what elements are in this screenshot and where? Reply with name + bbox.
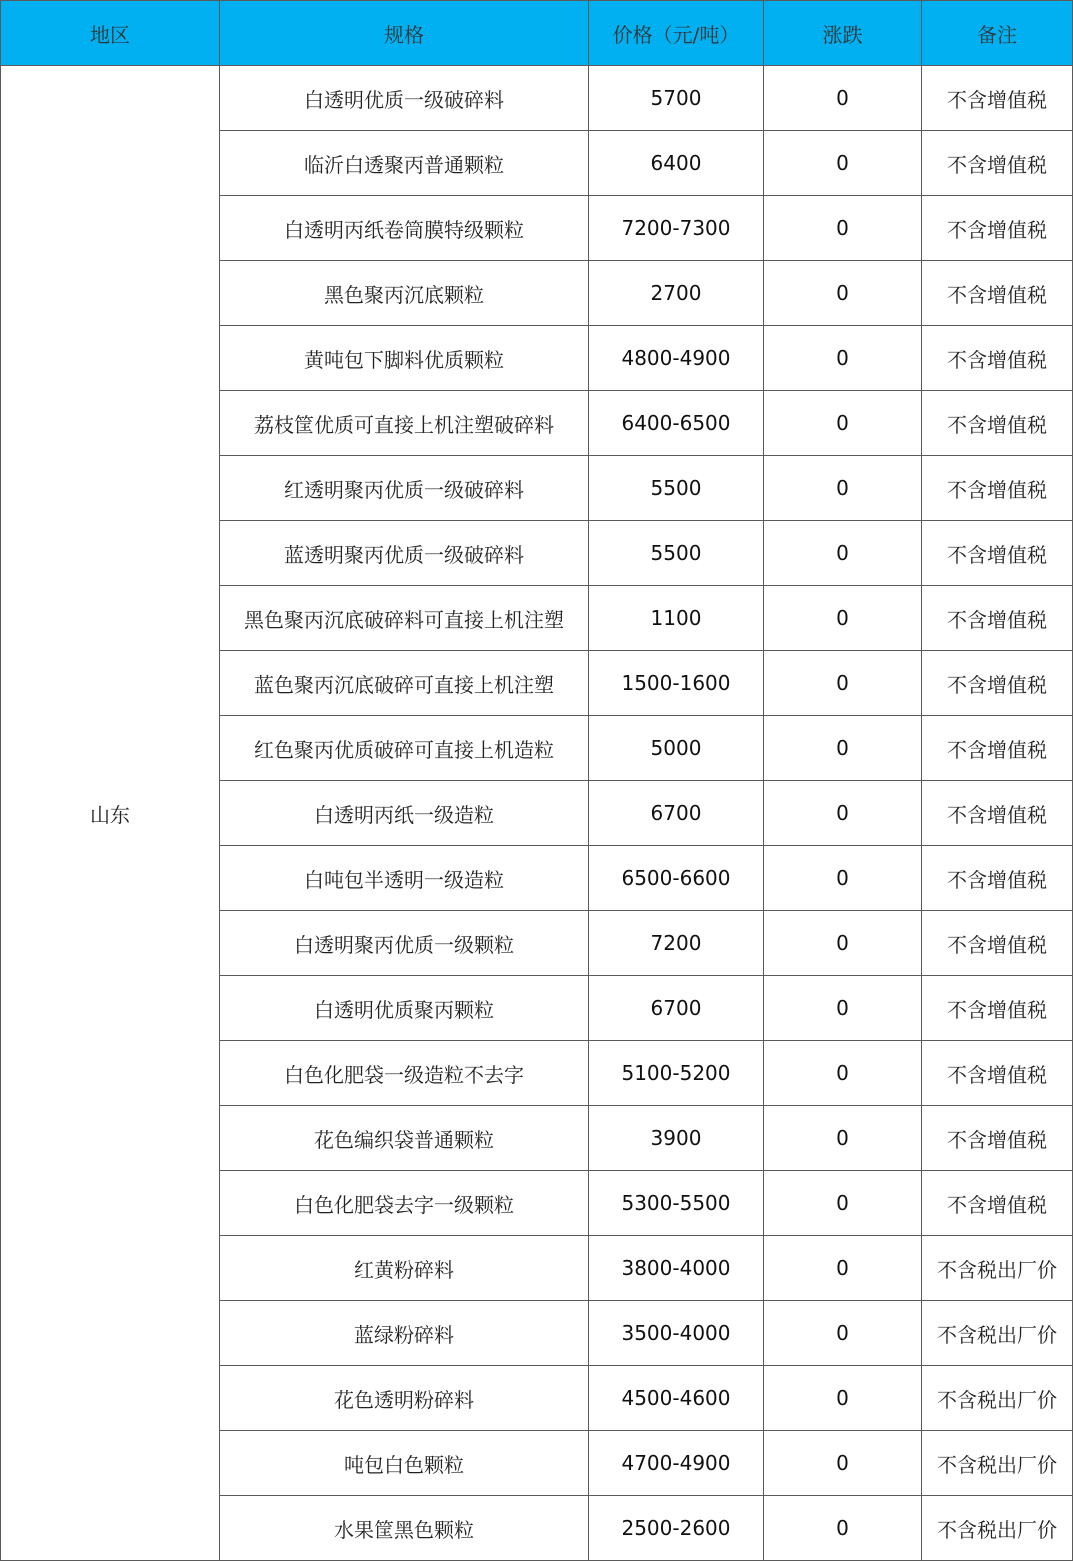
spec-cell: 花色编织袋普通颗粒	[220, 1106, 589, 1171]
price-cell: 4500-4600	[589, 1366, 764, 1431]
price-cell: 7200-7300	[589, 196, 764, 261]
spec-cell: 蓝色聚丙沉底破碎可直接上机注塑	[220, 651, 589, 716]
spec-cell: 白透明丙纸一级造粒	[220, 781, 589, 846]
change-cell: 0	[764, 521, 922, 586]
change-cell: 0	[764, 131, 922, 196]
change-cell: 0	[764, 1041, 922, 1106]
spec-cell: 黑色聚丙沉底颗粒	[220, 261, 589, 326]
price-cell: 5700	[589, 66, 764, 131]
spec-cell: 白透明丙纸卷筒膜特级颗粒	[220, 196, 589, 261]
spec-cell: 白色化肥袋去字一级颗粒	[220, 1171, 589, 1236]
header-spec: 规格	[220, 1, 589, 66]
price-cell: 1500-1600	[589, 651, 764, 716]
change-cell: 0	[764, 586, 922, 651]
table-header	[1, 1, 1073, 66]
note-cell: 不含税出厂价	[922, 1236, 1073, 1301]
price-cell: 1100	[589, 586, 764, 651]
note-cell: 不含增值税	[922, 261, 1073, 326]
header-price: 价格（元/吨）	[589, 1, 764, 66]
note-cell: 不含增值税	[922, 196, 1073, 261]
price-cell: 4800-4900	[589, 326, 764, 391]
note-cell: 不含增值税	[922, 1106, 1073, 1171]
price-cell: 5000	[589, 716, 764, 781]
note-cell: 不含增值税	[922, 976, 1073, 1041]
change-cell: 0	[764, 1496, 922, 1561]
spec-cell: 白透明优质聚丙颗粒	[220, 976, 589, 1041]
header-note: 备注	[922, 1, 1073, 66]
price-cell: 6400	[589, 131, 764, 196]
spec-cell: 黄吨包下脚料优质颗粒	[220, 326, 589, 391]
price-cell: 6700	[589, 976, 764, 1041]
change-cell: 0	[764, 1106, 922, 1171]
header-change: 涨跌	[764, 1, 922, 66]
spec-cell: 红色聚丙优质破碎可直接上机造粒	[220, 716, 589, 781]
change-cell: 0	[764, 1366, 922, 1431]
price-cell: 5300-5500	[589, 1171, 764, 1236]
price-cell: 5100-5200	[589, 1041, 764, 1106]
header-region: 地区	[1, 1, 220, 66]
note-cell: 不含税出厂价	[922, 1366, 1073, 1431]
price-cell: 2500-2600	[589, 1496, 764, 1561]
change-cell: 0	[764, 781, 922, 846]
note-cell: 不含税出厂价	[922, 1496, 1073, 1561]
price-cell: 3800-4000	[589, 1236, 764, 1301]
change-cell: 0	[764, 391, 922, 456]
spec-cell: 白色化肥袋一级造粒不去字	[220, 1041, 589, 1106]
change-cell: 0	[764, 716, 922, 781]
note-cell: 不含增值税	[922, 1171, 1073, 1236]
spec-cell: 红透明聚丙优质一级破碎料	[220, 456, 589, 521]
note-cell: 不含增值税	[922, 911, 1073, 976]
note-cell: 不含增值税	[922, 846, 1073, 911]
spec-cell: 蓝绿粉碎料	[220, 1301, 589, 1366]
note-cell: 不含增值税	[922, 781, 1073, 846]
price-cell: 7200	[589, 911, 764, 976]
change-cell: 0	[764, 1171, 922, 1236]
change-cell: 0	[764, 846, 922, 911]
spec-cell: 蓝透明聚丙优质一级破碎料	[220, 521, 589, 586]
change-cell: 0	[764, 326, 922, 391]
change-cell: 0	[764, 196, 922, 261]
price-cell: 2700	[589, 261, 764, 326]
price-cell: 3500-4000	[589, 1301, 764, 1366]
change-cell: 0	[764, 1431, 922, 1496]
header-row	[1, 1, 1073, 66]
price-cell: 6700	[589, 781, 764, 846]
note-cell: 不含增值税	[922, 66, 1073, 131]
note-cell: 不含增值税	[922, 586, 1073, 651]
spec-cell: 白透明优质一级破碎料	[220, 66, 589, 131]
table-row	[1, 66, 1073, 131]
spec-cell: 白透明聚丙优质一级颗粒	[220, 911, 589, 976]
note-cell: 不含增值税	[922, 521, 1073, 586]
price-cell: 6500-6600	[589, 846, 764, 911]
price-cell: 6400-6500	[589, 391, 764, 456]
change-cell: 0	[764, 1301, 922, 1366]
change-cell: 0	[764, 261, 922, 326]
spec-cell: 黑色聚丙沉底破碎料可直接上机注塑	[220, 586, 589, 651]
price-cell: 5500	[589, 456, 764, 521]
note-cell: 不含增值税	[922, 1041, 1073, 1106]
note-cell: 不含增值税	[922, 326, 1073, 391]
change-cell: 0	[764, 651, 922, 716]
region-cell: 山东	[1, 66, 220, 1561]
note-cell: 不含增值税	[922, 456, 1073, 521]
price-cell: 5500	[589, 521, 764, 586]
table-body	[1, 66, 1073, 1561]
spec-cell: 白吨包半透明一级造粒	[220, 846, 589, 911]
spec-cell: 吨包白色颗粒	[220, 1431, 589, 1496]
change-cell: 0	[764, 976, 922, 1041]
change-cell: 0	[764, 456, 922, 521]
spec-cell: 红黄粉碎料	[220, 1236, 589, 1301]
spec-cell: 荔枝筐优质可直接上机注塑破碎料	[220, 391, 589, 456]
note-cell: 不含税出厂价	[922, 1431, 1073, 1496]
note-cell: 不含增值税	[922, 651, 1073, 716]
note-cell: 不含增值税	[922, 131, 1073, 196]
price-cell: 4700-4900	[589, 1431, 764, 1496]
spec-cell: 花色透明粉碎料	[220, 1366, 589, 1431]
spec-cell: 临沂白透聚丙普通颗粒	[220, 131, 589, 196]
note-cell: 不含税出厂价	[922, 1301, 1073, 1366]
change-cell: 0	[764, 66, 922, 131]
note-cell: 不含增值税	[922, 391, 1073, 456]
change-cell: 0	[764, 1236, 922, 1301]
note-cell: 不含增值税	[922, 716, 1073, 781]
price-cell: 3900	[589, 1106, 764, 1171]
spec-cell: 水果筐黑色颗粒	[220, 1496, 589, 1561]
change-cell: 0	[764, 911, 922, 976]
